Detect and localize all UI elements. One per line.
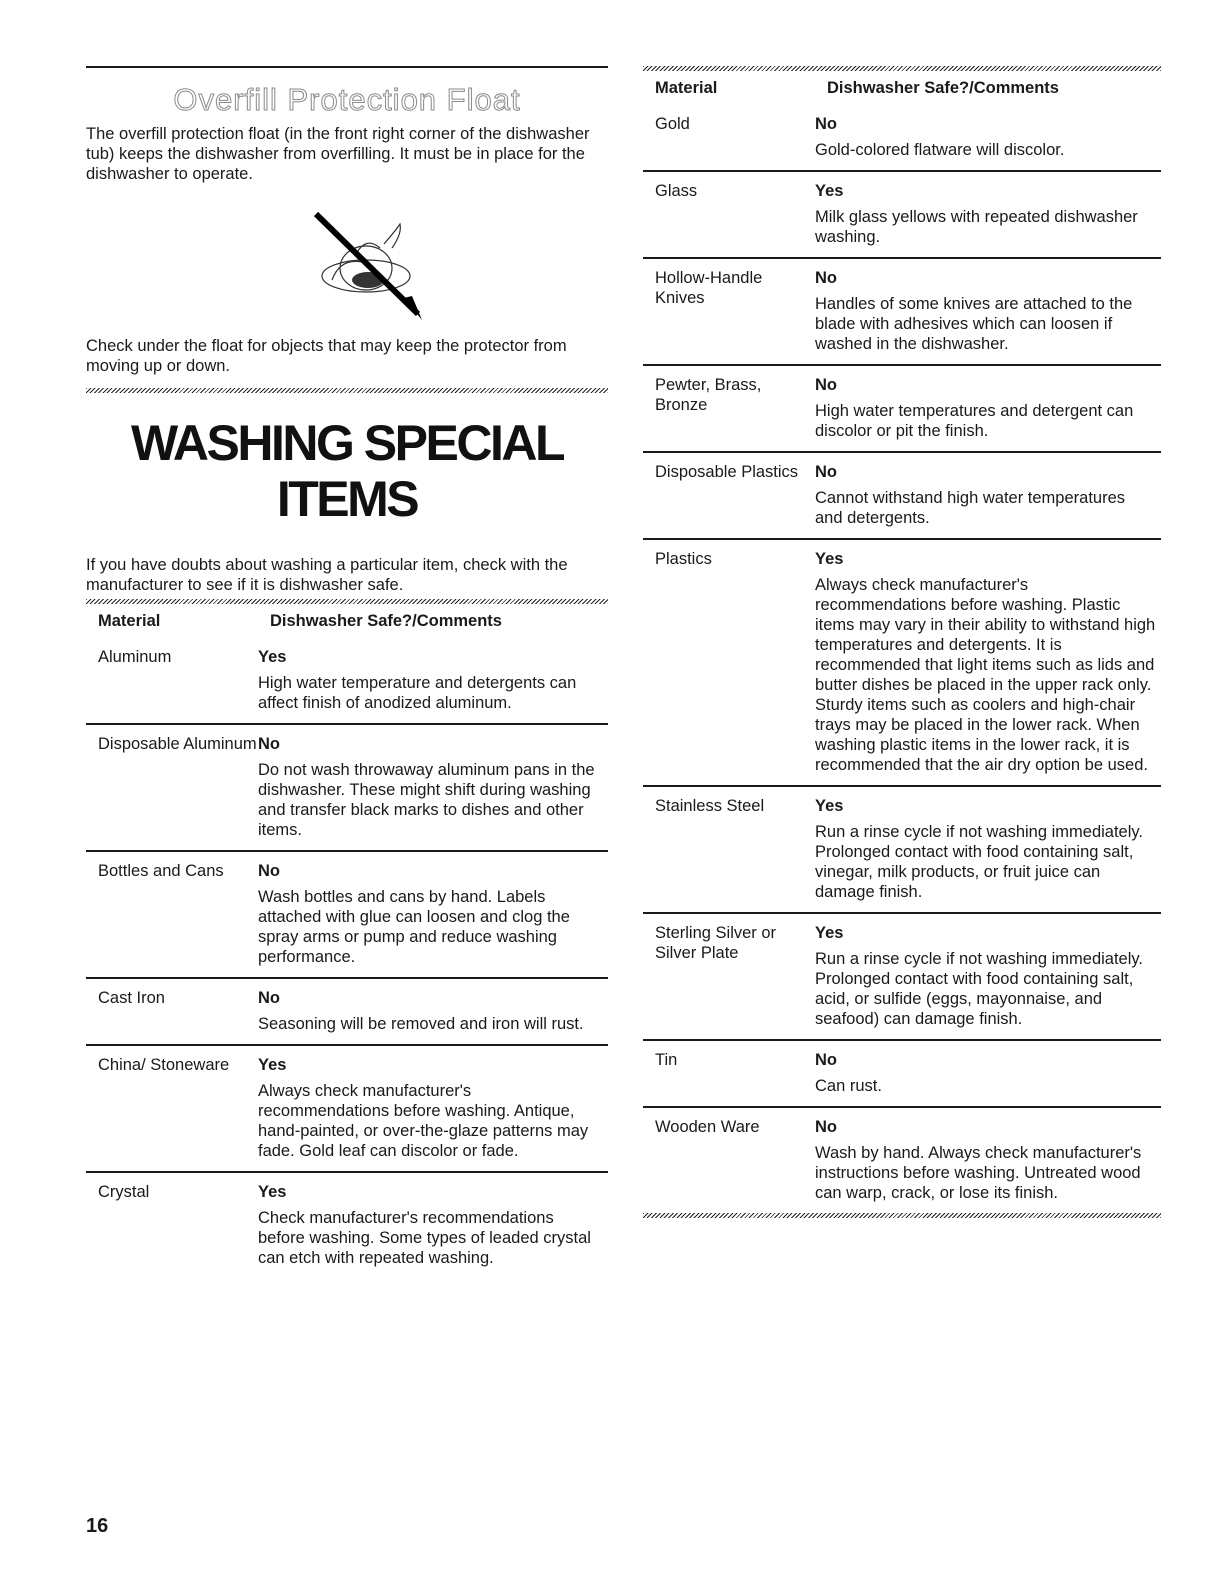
dishwasher-safe-answer: No bbox=[815, 115, 837, 133]
dishwasher-safe-answer: Yes bbox=[815, 797, 844, 815]
dishwasher-safe-answer: No bbox=[815, 1051, 837, 1069]
material-cell: Glass bbox=[643, 171, 815, 258]
comment-cell bbox=[815, 105, 1161, 171]
comment-text: High water temperatures and detergent can discolor or pit the finish. bbox=[815, 402, 1134, 440]
material-cell: Hollow-Handle Knives bbox=[643, 258, 815, 365]
table-header-row bbox=[86, 604, 608, 638]
comment-cell bbox=[815, 258, 1161, 365]
material-cell: Plastics bbox=[643, 539, 815, 786]
material-cell: Aluminum bbox=[98, 648, 172, 666]
overfill-heading: Overfill Protection Float bbox=[173, 82, 521, 117]
comment-text: Wash bottles and cans by hand. Labels attached with glue can loosen and clog the spray arms or pump and reduce washing performance. bbox=[258, 888, 570, 966]
comment-text: Wash by hand. Always check manufacturer's instructions before washing. Untreated wood can warp, crack, or lose its finish. bbox=[815, 1144, 1142, 1202]
section-divider bbox=[86, 388, 608, 393]
comment-cell bbox=[258, 638, 608, 724]
dishwasher-safe-answer: Yes bbox=[815, 924, 844, 942]
table-row bbox=[643, 1040, 1161, 1107]
comment-cell bbox=[258, 851, 608, 978]
comment-cell bbox=[815, 1040, 1161, 1107]
comment-cell bbox=[815, 365, 1161, 452]
comment-cell bbox=[815, 913, 1161, 1040]
header-material: Material bbox=[655, 79, 718, 97]
header-comments: Dishwasher Safe?/Comments bbox=[270, 612, 502, 630]
material-cell: Cast Iron bbox=[86, 978, 258, 1045]
comment-text: Can rust. bbox=[815, 1077, 882, 1095]
top-rule bbox=[86, 66, 608, 68]
comment-text: Always check manufacturer's recommendations before washing. Plastic items may vary in their ability to withstand high temperatures and detergents. It is recommended that light items such as lids and butter dishes be placed in the upper rack only. Sturdy items such as coolers and high-chair trays may be placed in the lower rack. When washing plastic items in the lower rack, it is recommended that the air dry option be used. bbox=[815, 576, 1156, 774]
table-row bbox=[643, 913, 1161, 1040]
dishwasher-safe-answer: No bbox=[815, 1118, 837, 1136]
overfill-intro: The overfill protection float (in the front right corner of the dishwasher tub) keeps the dishwasher from overfilling. It must be in place for the dishwasher to operate. bbox=[86, 125, 590, 183]
washing-special-items-title bbox=[86, 415, 608, 527]
material-cell: Crystal bbox=[86, 1172, 258, 1278]
dishwasher-safe-answer: No bbox=[815, 269, 837, 287]
comment-text: Cannot withstand high water temperatures and detergents. bbox=[815, 489, 1126, 527]
comment-cell bbox=[815, 171, 1161, 258]
comment-text: Seasoning will be removed and iron will rust. bbox=[258, 1015, 584, 1033]
comment-text: Run a rinse cycle if not washing immediately. Prolonged contact with food containing salt, vinegar, milk products, or fruit juice can damage finish. bbox=[815, 823, 1144, 901]
material-cell: Gold bbox=[655, 115, 690, 133]
dishwasher-safe-answer: Yes bbox=[815, 550, 844, 568]
title-line-1: WASHING SPECIAL bbox=[131, 415, 563, 471]
table-row bbox=[643, 258, 1161, 365]
overfill-check-text: Check under the float for objects that may keep the protector from moving up or down. bbox=[86, 337, 567, 375]
header-material: Material bbox=[98, 612, 161, 630]
table-row bbox=[86, 978, 608, 1045]
left-column bbox=[86, 0, 608, 1278]
header-comments: Dishwasher Safe?/Comments bbox=[827, 79, 1059, 97]
table-row bbox=[643, 539, 1161, 786]
dishwasher-safe-answer: Yes bbox=[258, 648, 287, 666]
table-row bbox=[643, 171, 1161, 258]
page-number: 16 bbox=[86, 1515, 109, 1537]
comment-text: Always check manufacturer's recommendations before washing. Antique, hand-painted, or over-the-glaze patterns may fade. Gold leaf can discolor or fade. bbox=[258, 1082, 589, 1160]
special-intro: If you have doubts about washing a particular item, check with the manufacturer to see if it is dishwasher safe. bbox=[86, 556, 568, 594]
material-cell: Disposable Aluminum bbox=[86, 724, 258, 851]
table-row bbox=[86, 638, 608, 724]
dishwasher-safe-answer: Yes bbox=[815, 182, 844, 200]
dishwasher-safe-answer: No bbox=[815, 376, 837, 394]
dishwasher-safe-answer: No bbox=[815, 463, 837, 481]
comment-text: High water temperature and detergents can affect finish of anodized aluminum. bbox=[258, 674, 577, 712]
comment-cell bbox=[815, 539, 1161, 786]
comment-cell bbox=[258, 1172, 608, 1278]
table-row bbox=[643, 365, 1161, 452]
table-row bbox=[643, 452, 1161, 539]
title-line-2: ITEMS bbox=[276, 471, 418, 527]
right-column bbox=[643, 0, 1161, 1218]
table-row bbox=[86, 851, 608, 978]
comment-cell bbox=[258, 978, 608, 1045]
table-row bbox=[643, 105, 1161, 171]
table-row bbox=[86, 1172, 608, 1278]
comment-cell bbox=[258, 1045, 608, 1172]
material-cell: Bottles and Cans bbox=[86, 851, 258, 978]
comment-text: Milk glass yellows with repeated dishwasher washing. bbox=[815, 208, 1138, 246]
comment-cell bbox=[815, 786, 1161, 913]
table-row bbox=[643, 786, 1161, 913]
material-cell: Pewter, Brass, Bronze bbox=[643, 365, 815, 452]
comment-cell bbox=[815, 452, 1161, 539]
comment-text: Check manufacturer's recommendations before washing. Some types of leaded crystal can etch with repeated washing. bbox=[258, 1209, 591, 1267]
material-cell: Disposable Plastics bbox=[643, 452, 815, 539]
material-cell: China/ Stoneware bbox=[86, 1045, 258, 1172]
material-cell: Stainless Steel bbox=[643, 786, 815, 913]
dishwasher-safe-answer: No bbox=[258, 735, 280, 753]
comment-cell bbox=[258, 724, 608, 851]
material-cell: Sterling Silver or Silver Plate bbox=[643, 913, 815, 1040]
dishwasher-safe-answer: No bbox=[258, 862, 280, 880]
float-icon bbox=[296, 204, 436, 324]
table-row bbox=[86, 1045, 608, 1172]
material-cell: Wooden Ware bbox=[643, 1107, 815, 1213]
dishwasher-safe-answer: Yes bbox=[258, 1183, 287, 1201]
comment-text: Do not wash throwaway aluminum pans in the dishwasher. These might shift during washing and transfer black marks to dishes and other items. bbox=[258, 761, 595, 839]
items-table-left bbox=[86, 604, 608, 1278]
dishwasher-safe-answer: No bbox=[258, 989, 280, 1007]
table-header-row bbox=[643, 71, 1161, 105]
table-bottom-rule bbox=[643, 1213, 1161, 1218]
comment-text: Gold-colored flatware will discolor. bbox=[815, 141, 1065, 159]
table-row bbox=[643, 1107, 1161, 1213]
items-table-right bbox=[643, 71, 1161, 1213]
comment-cell bbox=[815, 1107, 1161, 1213]
comment-text: Run a rinse cycle if not washing immediately. Prolonged contact with food containing salt, acid, or sulfide (eggs, mayonnaise, and seafood) can damage finish. bbox=[815, 950, 1144, 1028]
overfill-float-illustration bbox=[296, 204, 436, 324]
dishwasher-safe-answer: Yes bbox=[258, 1056, 287, 1074]
table-row bbox=[86, 724, 608, 851]
comment-text: Handles of some knives are attached to the blade with adhesives which can loosen if washed in the dishwasher. bbox=[815, 295, 1133, 353]
material-cell: Tin bbox=[643, 1040, 815, 1107]
